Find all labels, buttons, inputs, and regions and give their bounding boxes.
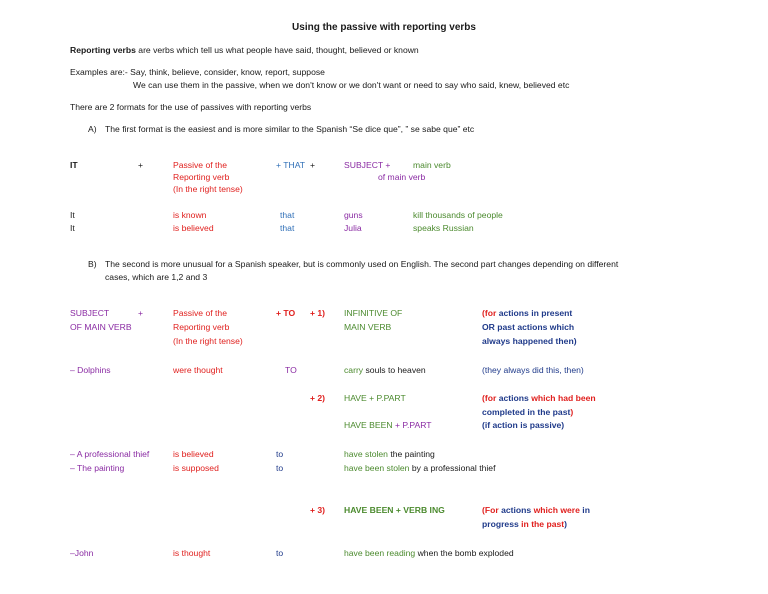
table-b-to: + TO	[276, 308, 296, 318]
case-1-note-rest: actions in present	[496, 308, 573, 318]
format-a-text: The first format is the easiest and is more similar to the Spanish “Se dice que”, ” se sabe que” etc	[105, 124, 475, 134]
infinitive-2: MAIN VERB	[344, 322, 392, 332]
dolphins-subject: – Dolphins	[70, 365, 111, 375]
case-2-form-1: HAVE + P.PART	[344, 393, 406, 403]
case-3-note-open: (For	[482, 505, 499, 515]
case-2-note-3: (if action is passive)	[482, 420, 565, 430]
table-b-passive-2: Reporting verb	[173, 322, 230, 332]
table-a-passive-cell: is known	[173, 210, 207, 220]
table-row: – A professional thief	[70, 449, 150, 459]
john-verb	[344, 548, 514, 559]
case-2-note-1	[482, 393, 596, 404]
table-a-of-main-verb: of main verb	[378, 172, 426, 182]
case-2-verb-rest: the painting	[387, 449, 435, 459]
table-b-plus: +	[138, 308, 144, 318]
table-row: – The painting	[70, 463, 125, 473]
case-3-form: HAVE BEEN + VERB ING	[344, 505, 445, 515]
case-2-marker: + 2)	[310, 393, 326, 403]
case-2-verb-cell	[344, 449, 435, 460]
john-verb-rest: when the bomb exploded	[415, 548, 514, 558]
case-2-note-close: )	[570, 407, 574, 417]
table-a-that-cell: that	[280, 210, 295, 220]
case-2-note-completed: completed in the past	[482, 407, 571, 417]
case-2-verb-main: have been stolen	[344, 463, 410, 473]
format-b-marker: B)	[88, 259, 97, 269]
dolphins-verb	[344, 365, 426, 376]
case-2-form-2	[344, 420, 432, 431]
case-1-note-2: OR past actions which	[482, 322, 575, 332]
dolphins-passive: were thought	[173, 365, 223, 375]
intro-definition: are verbs which tell us what people have said, thought, believed or known	[135, 45, 419, 55]
format-b-line-2: cases, which are 1,2 and 3	[105, 272, 208, 282]
case-2-passive-cell: is supposed	[173, 463, 219, 473]
table-a-that-cell: that	[280, 223, 295, 233]
table-row: It	[70, 210, 75, 220]
examples-line: Examples are:- Say, think, believe, consider, know, report, suppose	[70, 67, 325, 77]
table-row: It	[70, 223, 75, 233]
formats-line: There are 2 formats for the use of passives with reporting verbs	[70, 102, 312, 112]
dolphins-to: TO	[285, 365, 297, 375]
intro-line	[70, 45, 419, 56]
table-a-plus: +	[138, 160, 144, 170]
table-b-passive-3: (In the right tense)	[173, 336, 243, 346]
john-to: to	[276, 548, 284, 558]
table-b-subject-2: OF MAIN VERB	[70, 322, 132, 332]
case-2-passive-cell: is believed	[173, 449, 214, 459]
case-3-note-actions: actions	[498, 505, 534, 515]
dolphins-verb-main: carry	[344, 365, 364, 375]
dolphins-verb-rest: souls to heaven	[363, 365, 426, 375]
case-2-verb-main: have stolen	[344, 449, 388, 459]
table-b-subject-1: SUBJECT	[70, 308, 110, 318]
table-a-passive-3: (In the right tense)	[173, 184, 243, 194]
table-a-verb-cell: speaks Russian	[413, 223, 474, 233]
case-2-to-cell: to	[276, 449, 284, 459]
table-a-passive-2: Reporting verb	[173, 172, 230, 182]
format-b-line-1: The second is more unusual for a Spanish speaker, but is commonly used on English. The second part changes depending on different	[105, 259, 619, 269]
case-3-note-which: which were	[533, 505, 580, 515]
case-1-note-1	[482, 308, 572, 319]
case-2-note-open: (for	[482, 393, 497, 403]
intro-term: Reporting verbs	[70, 45, 136, 55]
table-a-subject-cell: Julia	[344, 223, 362, 233]
table-a-it: IT	[70, 160, 78, 170]
case-3-note-in: in	[579, 505, 590, 515]
case-3-marker: + 3)	[310, 505, 326, 515]
table-b-passive-1: Passive of the	[173, 308, 227, 318]
usage-line: We can use them in the passive, when we don't know or we don't want or need to say who said, knew, believed etc	[133, 80, 570, 90]
case-3-note-close: )	[564, 519, 568, 529]
case-2-verb-cell	[344, 463, 495, 474]
case-2-to-cell: to	[276, 463, 284, 473]
table-a-main-verb: main verb	[413, 160, 451, 170]
case-2-note-which: which had been	[531, 393, 596, 403]
case-3-note-progress: progress	[482, 519, 519, 529]
john-passive: is thought	[173, 548, 211, 558]
case-2-note-2	[482, 407, 573, 418]
john-subject: –John	[70, 548, 94, 558]
case-3-note-2	[482, 519, 567, 530]
table-a-verb-cell: kill thousands of people	[413, 210, 503, 220]
case-1-note-open: (for	[482, 308, 497, 318]
infinitive-1: INFINITIVE OF	[344, 308, 403, 318]
case-2-form-2-main: HAVE BEEN	[344, 420, 393, 430]
page-title: Using the passive with reporting verbs	[292, 22, 476, 33]
table-a-subject: SUBJECT +	[344, 160, 391, 170]
table-a-subject-cell: guns	[344, 210, 363, 220]
table-a-passive-cell: is believed	[173, 223, 214, 233]
case-2-verb-rest: by a professional thief	[409, 463, 496, 473]
case-3-note-1	[482, 505, 590, 516]
case-2-note-actions: actions	[496, 393, 532, 403]
john-verb-main: have been reading	[344, 548, 416, 558]
table-a-that: + THAT	[276, 160, 306, 170]
table-a-passive-1: Passive of the	[173, 160, 227, 170]
format-a-marker: A)	[88, 124, 97, 134]
case-1-note-3: always happened then)	[482, 336, 577, 346]
case-2-form-2-rest: + P.PART	[392, 420, 432, 430]
case-3-note-past: in the past	[518, 519, 565, 529]
case-1-marker: + 1)	[310, 308, 326, 318]
dolphins-note: (they always did this, then)	[482, 365, 584, 375]
table-a-plus-2: +	[310, 160, 316, 170]
